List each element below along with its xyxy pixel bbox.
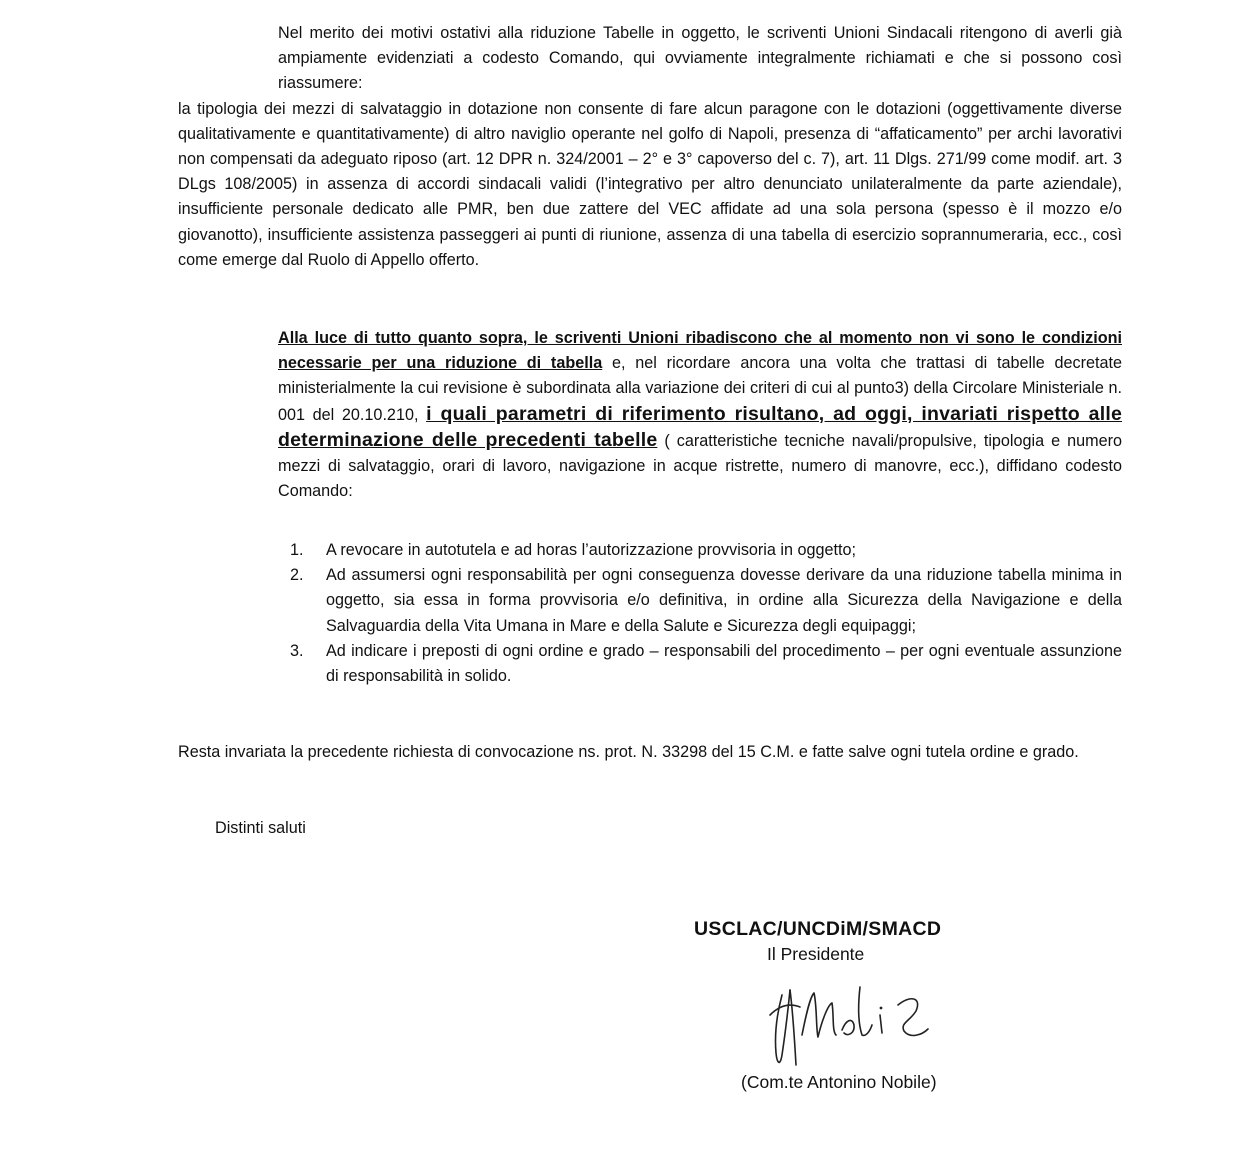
- diffida-emphasis-text: i quali parametri di riferimento risultano, ad oggi, invariati rispetto alle determinazione delle precedenti tabelle: [278, 402, 1122, 451]
- diffida-tail-text: ( caratteristiche tecniche navali/propulsive, tipologia e numero mezzi di salvataggio, orari di lavoro, navigazione in acque ristrette, numero di manovre, ecc.), diffidano codesto Comando:: [278, 431, 1122, 501]
- list-item-number: 2.: [290, 566, 304, 585]
- signature-organization: USCLAC/UNCDiM/SMACD: [694, 918, 942, 940]
- paragraph-motivi-body: la tipologia dei mezzi di salvataggio in dotazione non consente di fare alcun paragone con le dotazioni (oggettivamente diverse qualitativamente e quantitativamente) di altro naviglio operante nel golfo di Napoli, presenza di “affaticamento” per archi lavorativi non compensati da adeguato riposo (art. 12 DPR n. 324/2001 – 2° e 3° capoverso del c. 7), art. 11 Dlgs. 271/99 come modif. art. 3 DLgs 108/2005) in assenza di accordi sindacali validi (l’integrativo per altro denunciato unilateralmente da parte aziendale), insufficiente personale dedicato alle PMR, ben due zattere del VEC affidate ad una sola persona (spesso è il mozzo e/o giovanotto), insufficiente assistenza passeggeri ai punti di riunione, assenza di una tabella di esercizio soprannumeraria, ecc., così come emerge dal Ruolo di Appello offerto.: [178, 99, 1122, 269]
- list-item-text: Ad assumersi ogni responsabilità per ogni conseguenza dovesse derivare da una riduzione tabella minima in oggetto, sia essa in forma provvisoria e/o definitiva, in ordine alla Sicurezza della Navigazione e della Salvaguardia della Vita Umana in Mare e della Salute e Sicurezza degli equipaggi;: [326, 566, 1122, 635]
- diffida-underlined-statement: Alla luce di tutto quanto sopra, le scriventi Unioni ribadiscono che al momento non vi sono le condizioni necessarie per una riduzione di tabella: [278, 329, 1122, 373]
- paragraph-diffida: [178, 326, 1122, 504]
- list-item-number: 1.: [290, 541, 304, 559]
- list-item: [178, 563, 1122, 639]
- list-item: [178, 639, 1122, 689]
- list-item: [178, 538, 1122, 563]
- requests-list: [178, 538, 1122, 689]
- signature-role: Il Presidente: [767, 944, 865, 964]
- list-item-text: A revocare in autotutela e ad horas l’autorizzazione provvisoria in oggetto;: [326, 541, 857, 559]
- paragraph-convocazione: Resta invariata la precedente richiesta di convocazione ns. prot. N. 33298 del 15 C.M. e fatte salve ogni tutela ordine e grado.: [178, 743, 1079, 761]
- closing-greeting: Distinti saluti: [215, 819, 306, 837]
- paragraph-diffida-text: [178, 326, 1122, 504]
- list-item-number: 3.: [290, 641, 304, 660]
- list-item-text: Ad indicare i preposti di ogni ordine e grado – responsabili del procedimento – per ogni eventuale assunzione di responsabilità in solido.: [326, 641, 1122, 686]
- diffida-middle-text: e, nel ricordare ancora una volta che trattasi di tabelle decretate ministerialmente la cui revisione è subordinata alla variazione dei criteri di cui al punto3) della Circolare Ministeriale n. 001 del 20.10.210,: [278, 354, 1122, 424]
- signature-name: (Com.te Antonino Nobile): [741, 1072, 937, 1092]
- handwritten-signature: [760, 975, 950, 1075]
- paragraph-motivi-lead: Nel merito dei motivi ostativi alla riduzione Tabelle in oggetto, le scriventi Unioni Sindacali ritengono di averli già ampiamente evidenziati a codesto Comando, qui ovviamente integralmente richiamati e che si possono così riassumere:: [278, 24, 1122, 93]
- paragraph-motivi: [178, 21, 1122, 273]
